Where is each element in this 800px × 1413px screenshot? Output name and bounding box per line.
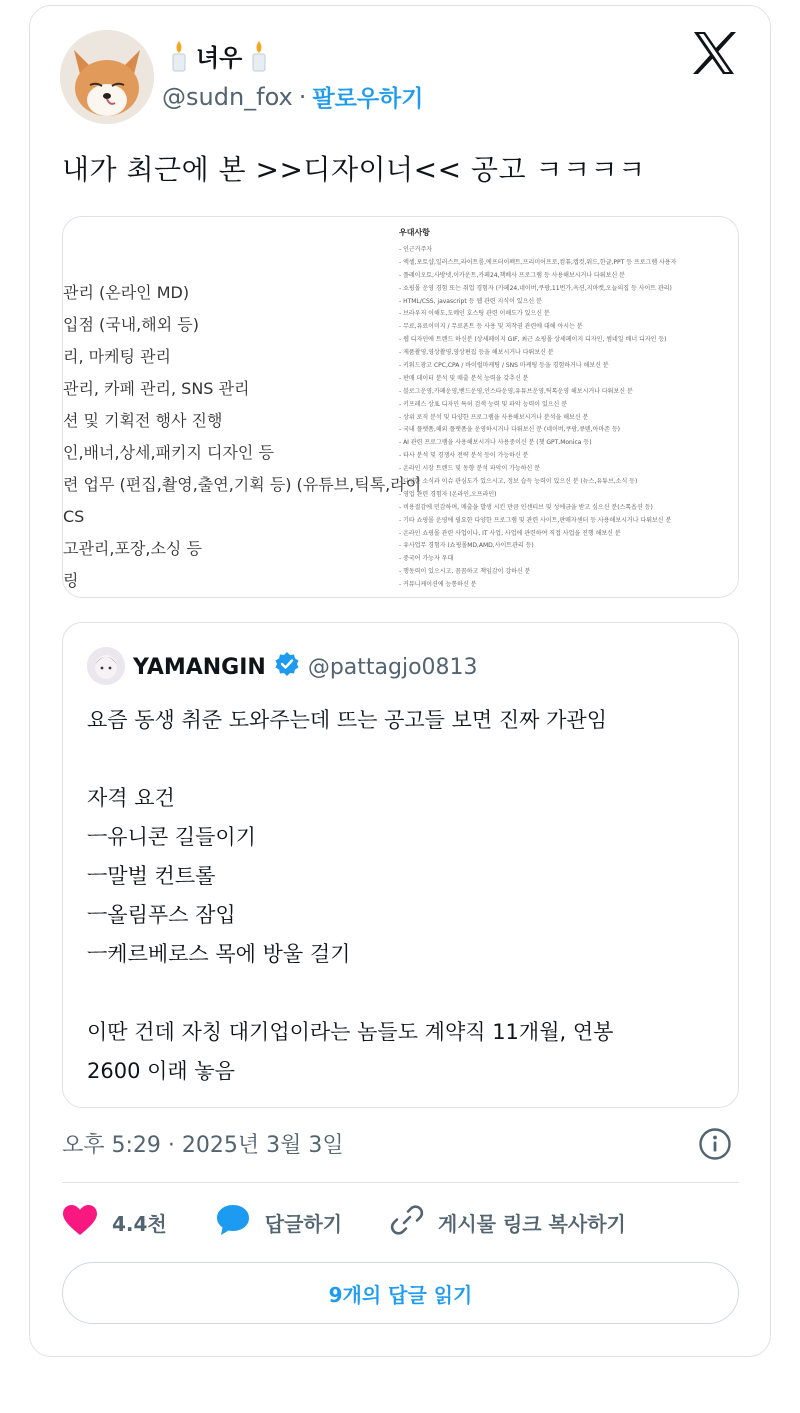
media-right-line: - 국내 플랫폼,해외 플랫폼을 운영하시거나 다뤄보신 분 (네이버,쿠팡,큐텐,아마존 등) <box>399 426 621 434</box>
media-left-column <box>63 277 422 597</box>
blank-line <box>87 740 717 779</box>
character-avatar-icon <box>87 647 125 685</box>
info-icon[interactable] <box>698 1127 732 1161</box>
author-avatar[interactable] <box>60 30 154 124</box>
media-right-line: - 웹 디자인에 트렌드 하신분 (상세페이지 GIF, 최근 쇼핑몰 상세페이지 디자인, 썸네일 배너 디자인 등) <box>399 336 667 344</box>
handle-separator: · <box>298 82 307 111</box>
tweet-media-image[interactable] <box>62 216 739 598</box>
like-count: 4.4천 <box>112 1211 167 1236</box>
quoted-author-row <box>133 651 478 683</box>
tweet-timestamp[interactable]: 오후 5:29 · 2025년 3월 3일 <box>62 1133 344 1158</box>
like-button[interactable] <box>62 1204 167 1241</box>
media-left-line: 션 및 기획전 행사 진행 <box>63 411 223 430</box>
media-right-line: - 기타 쇼핑몰 운영에 필요한 다양한 프로그램 및 관련 사이트,판매자센터 등 사용해보시거나 다뤄보신 분 <box>399 516 672 524</box>
media-left-line: CS <box>63 507 85 526</box>
media-right-line: - 중국어 가능자 우대 <box>399 555 454 563</box>
media-right-line: - 무료,유료이미지 / 무료폰트 등 사용 및 저작권 관련에 대해 아시는 분 <box>399 323 583 331</box>
candle-emoji-icon <box>168 39 190 73</box>
x-logo-icon[interactable] <box>690 30 738 76</box>
author-display-name[interactable] <box>168 38 270 73</box>
fox-avatar-icon <box>60 30 154 124</box>
quoted-tweet[interactable] <box>62 622 739 1108</box>
quoted-line: ㅡ올림푸스 잠입 <box>87 903 236 927</box>
media-right-lines <box>399 244 739 592</box>
media-right-line: - 온라인 시장 트렌드 및 동향 분석 파악이 가능하신 분 <box>399 465 541 473</box>
media-right-line: - 타사 분석 및 경쟁사 전략 분석 등이 가능하신 분 <box>399 452 529 460</box>
media-left-line: 입점 (국내,해외 등) <box>63 315 199 334</box>
media-right-line: - 쇼핑몰 운영 경험 또는 취업 경험자 (카페24,네이버,쿠팡,11번가,옥션,지마켓,오늘의집 등 사이트 관리) <box>399 284 672 292</box>
quoted-display-name[interactable]: YAMANGIN <box>133 654 266 680</box>
follow-button[interactable]: 팔로우하기 <box>312 86 424 112</box>
media-left-line: 관리, 카페 관리, SNS 관리 <box>63 379 250 398</box>
action-bar <box>62 1200 674 1244</box>
reply-label: 답글하기 <box>264 1211 343 1236</box>
author-handle-row <box>162 80 424 113</box>
quoted-line: 이딴 건데 자칭 대기업이라는 놈들도 계약직 11개월, 연봉 <box>87 1020 614 1044</box>
media-right-line: - 비용절감에 민감하며, 매출을 발생 시킨 만큼 인센티브 및 성에금을 받고 싶으신 분(스톡옵션 등) <box>399 503 653 511</box>
reply-button[interactable] <box>215 1203 342 1242</box>
media-right-heading: 우대사항 <box>399 228 430 237</box>
media-right-line: - 엑셀,포토샵,일러스트,라이트룸,에프터이펙트,프리미어프로,컴퓨,캡컷,워드,한글,PPT 등 프로그램 사용자 <box>399 258 677 266</box>
quoted-line: ㅡ케르베로스 목에 방울 걸기 <box>87 942 351 966</box>
reply-bubble-icon <box>215 1203 251 1242</box>
quoted-handle[interactable]: @pattagjo0813 <box>307 654 478 680</box>
author-handle[interactable]: @sudn_fox <box>162 82 293 111</box>
media-right-line: - 온라인 쇼핑몰 관련 사업이나, IT 사업, 사업에 관련하여 직접 사업을 진행 해보신 분 <box>399 529 621 537</box>
blank-line <box>87 974 717 1013</box>
media-left-line: 관리 (온라인 MD) <box>63 283 190 302</box>
media-right-line: - HTML/CSS, javascript 등 웹 관련 지식이 있으신 분 <box>399 297 542 305</box>
media-right-line: - 제품촬영,영상촬영,영상편집 등을 해보시거나 다뤄보신 분 <box>399 349 554 357</box>
media-right-line: - 키워드광고 CPC,CPA / 바이럴마케팅 / SNS 마케팅 등을 경험하거나 해보신 분 <box>399 362 609 370</box>
media-left-line: 리, 마케팅 관리 <box>63 347 171 366</box>
media-left-line: 링 <box>63 571 79 590</box>
media-right-line: - 유사업무 경험자 (쇼핑몰MD,AMD,사이트관리 등) <box>399 542 534 550</box>
media-right-line: - AI 관련 프로그램을 사용해보시거나 사용중이신 분 (챗 GPT,Monica 등) <box>399 439 592 447</box>
heart-icon <box>62 1204 98 1241</box>
quoted-author-avatar[interactable] <box>87 647 125 685</box>
media-right-line: - 인근거주자 <box>399 246 433 253</box>
media-left-line: 인,배너,상세,패키지 디자인 등 <box>63 443 274 462</box>
candle-emoji-icon <box>248 39 270 73</box>
media-right-line: - 행동력이 있으시고, 꼼꼼하고 책임감이 강하신 분 <box>399 568 531 576</box>
media-right-line: - 영업 관련 경험자 (온라인,오프라인) <box>399 490 497 498</box>
media-right-line: - 다양한 소식과 이슈 관심도가 있으시고, 정보 습득 능력이 있으신 분 (뉴스,유튜브,소식 등) <box>399 478 638 486</box>
copy-link-label: 게시물 링크 복사하기 <box>438 1211 626 1236</box>
media-right-line: - 키프레스 상표 디자인 특허 검색 능력 및 파악 능력이 있으신 분 <box>399 400 568 408</box>
quoted-line: 자격 요건 <box>87 786 175 810</box>
media-right-line: - 상위 로직 분석 및 다양한 프로그램을 사용해보시거나 분석을 해보신 분 <box>399 413 589 421</box>
quoted-line: 2600 이래 놓음 <box>87 1059 235 1083</box>
copy-link-button[interactable] <box>390 1203 626 1242</box>
media-left-line: 고관리,포장,소싱 등 <box>63 539 202 558</box>
media-left-line: 련 업무 (편집,촬영,출연,기획 등) (유튜브,틱톡,라이 <box>63 475 422 494</box>
verified-badge-icon <box>274 651 300 683</box>
quoted-line: ㅡ말벌 컨트롤 <box>87 864 216 888</box>
quoted-tweet-text <box>87 701 717 1091</box>
divider <box>62 1182 739 1183</box>
link-icon <box>390 1203 424 1242</box>
media-right-line: - 브라우저 이해도,도메인 호스팅 관련 이해도가 있으신 분 <box>399 310 550 318</box>
display-name-text: 녀우 <box>196 44 243 72</box>
media-right-line: - 커뮤니케이션에 능통하신 분 <box>399 581 477 589</box>
quoted-line: ㅡ유니콘 길들이기 <box>87 825 256 849</box>
read-replies-button[interactable]: 9개의 답글 읽기 <box>62 1262 739 1324</box>
tweet-text: 내가 최근에 본 >>디자이너<< 공고 ㅋㅋㅋㅋ <box>62 153 646 186</box>
media-right-line: - 플레이오토,사방넷,이카운트,카페24,책베사 프로그램 등 사용해보시거나 다뤄보신 분 <box>399 271 625 279</box>
media-right-column <box>399 227 739 592</box>
media-right-line: - 판매 데이터 분석 및 매출 분석 능력을 갖추신 분 <box>399 374 529 382</box>
media-right-line: - 블로그운영,카페운영,밴드운영,인스타운영,유튜브운영,틱톡운영 해보시거나 다뤄보신 분 <box>399 387 633 395</box>
quoted-line: 요즘 동생 취준 도와주는데 뜨는 공고들 보면 진짜 가관임 <box>87 708 607 732</box>
